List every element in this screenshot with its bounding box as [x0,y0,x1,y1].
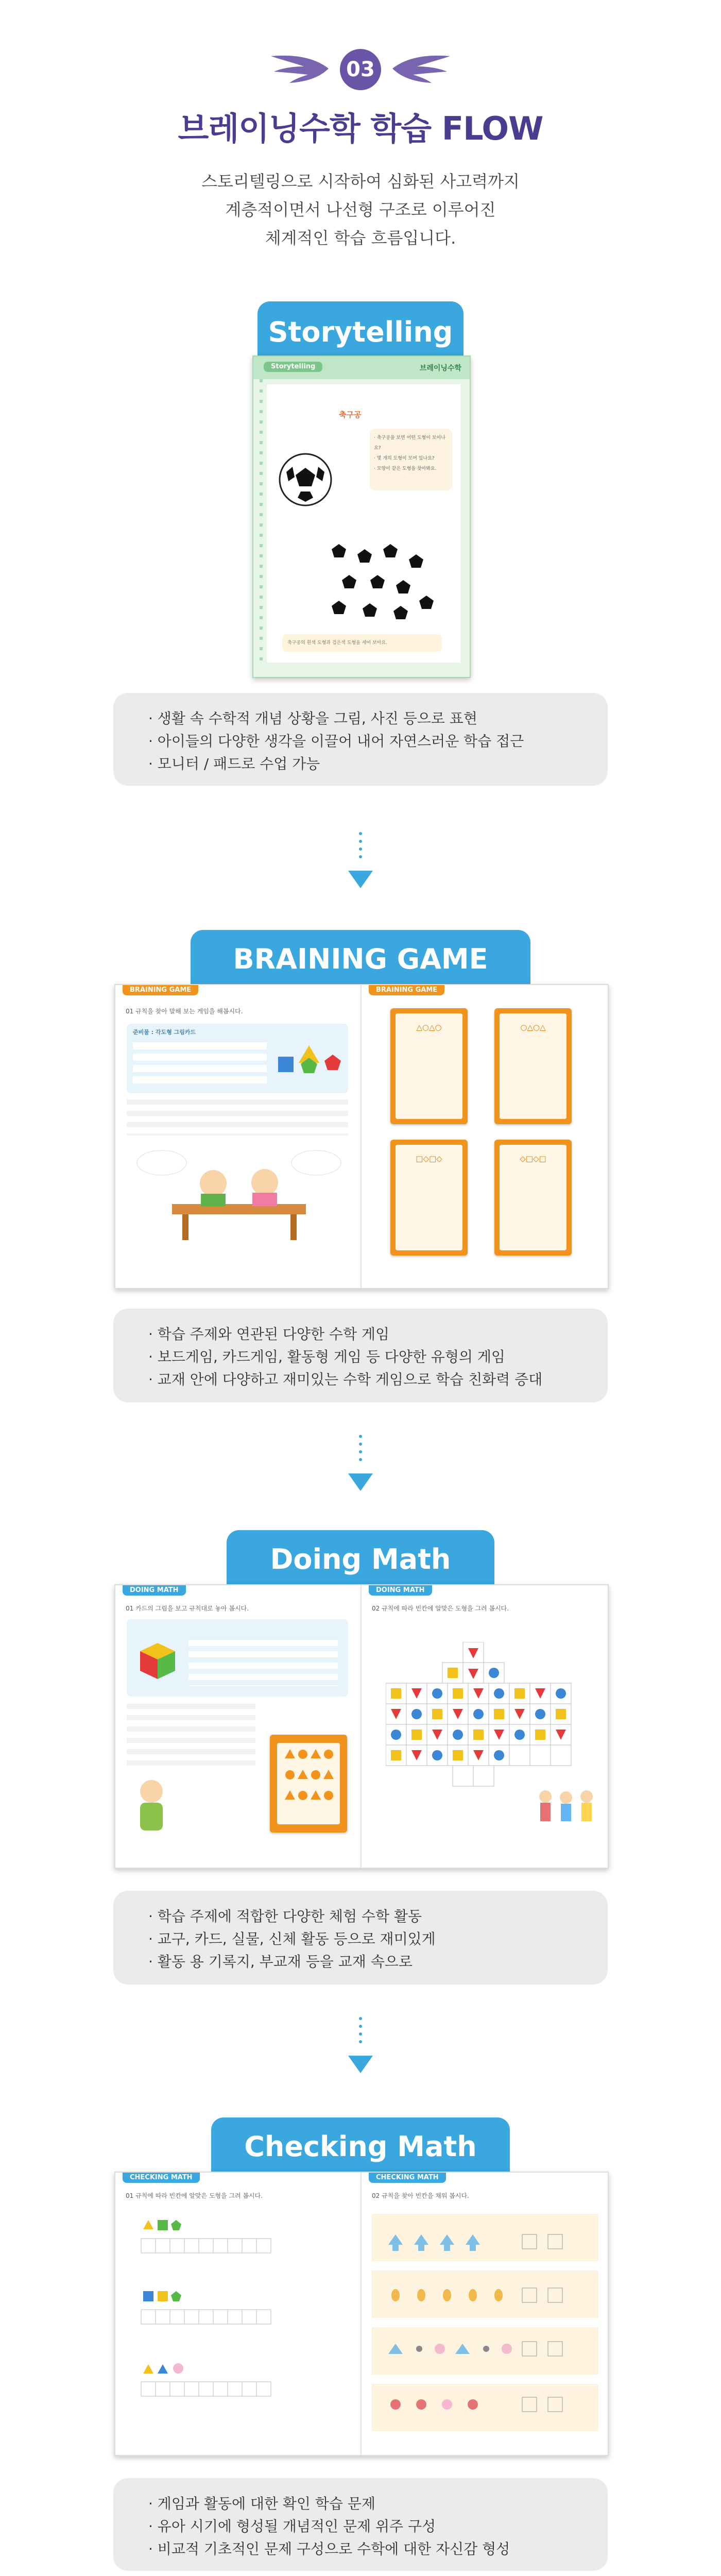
connector-dot [359,840,362,843]
connector-dot [359,1450,362,1453]
preview-question: 01 카드의 그림을 보고 규칙대로 놓아 봅시다. [126,1605,249,1612]
pentagon-pattern-icon [323,539,437,626]
connector-dot [359,1458,362,1461]
connector-dot [359,2040,362,2043]
bullet: · 교재 안에 다양하고 재미있는 수학 게임으로 학습 친화력 증대 [148,1371,543,1388]
description-storytelling [113,693,608,786]
game-card [494,1008,572,1124]
tab-checking-math: Checking Math [211,2117,510,2175]
bullet: · 학습 주제와 연관된 다양한 수학 게임 [148,1326,390,1343]
card-label: △○△○ [396,1013,462,1119]
tab-braining-game: BRAINING GAME [191,930,530,988]
bullet: · 모니터 / 패드로 수업 가능 [148,755,320,772]
preview-footer-note: 축구공의 흰색 도형과 검은색 도형을 세어 보아요. [282,634,442,652]
preview-question: 02 규칙에 따라 빈칸에 알맞은 도형을 그려 봅시다. [372,1605,509,1612]
connector-dot [359,2032,362,2036]
intro-line: 스토리텔링으로 시작하여 심화된 사고력까지 [201,172,520,191]
preview-line: · 몇 개의 도형이 모여 있나요? [374,456,435,461]
checking-math-preview [114,2172,609,2456]
preview-tag: CHECKING MATH [369,2173,446,2183]
bullet: · 아이들의 다양한 생각을 이끌어 내어 자연스러운 학습 접근 [148,733,524,750]
bullet: · 보드게임, 카드게임, 활동형 게임 등 다양한 유형의 게임 [148,1348,505,1365]
preview-question: 01 규칙을 찾아 말해 보는 게임을 해봅시다. [126,1008,243,1015]
preview-tag: BRAINING GAME [369,985,444,995]
text-lines [127,1099,348,1136]
preview-line: · 모양이 같은 도형을 찾아봐요. [374,466,437,471]
rule-box [127,1619,348,1697]
text-lines [127,1704,255,1766]
activity-card [270,1735,347,1833]
rule-title: 준비물 : 각도형 그림카드 [133,1029,196,1036]
card-label: ○△○△ [500,1013,566,1119]
page-divider [360,2173,362,2455]
connector-dot [359,1443,362,1446]
tab-doing-math: Doing Math [227,1530,494,1588]
down-arrow-icon [348,2056,373,2073]
preview-heading: 축구공 [339,410,362,419]
bullet: · 비교적 기초적인 문제 구성으로 수학에 대한 자신감 형성 [148,2540,510,2557]
connector-dot [359,2017,362,2020]
intro-line: 계층적이면서 나선형 구조로 이루어진 [225,200,496,219]
connector-dot [359,855,362,858]
down-arrow-icon [348,1473,373,1491]
preview-question: 01 규칙에 따라 빈칸에 알맞은 도형을 그려 봅시다. [126,2192,263,2199]
rule-box [127,1024,348,1093]
pattern-rows-icon [131,2214,347,2430]
game-card [390,1140,468,1256]
shape-sequence-icon [277,1743,340,1824]
card-label: □◇□◇ [396,1145,462,1250]
bullet: · 학습 주제에 적합한 다양한 체험 수학 활동 [148,1908,422,1925]
preview-tag: CHECKING MATH [123,2173,200,2183]
tab-storytelling: Storytelling [258,301,464,362]
game-card [390,1008,468,1124]
intro-line: 체계적인 학습 흐름입니다. [265,228,456,248]
page-divider [360,1585,362,1868]
description-doing-math [113,1891,608,1985]
preview-question: 02 규칙을 찾아 빈칸을 채워 봅시다. [372,2192,469,2199]
braining-game-preview [114,984,609,1289]
description-checking-math [113,2478,608,2571]
pattern-answers-icon [378,2214,594,2430]
intro-text [0,167,721,252]
preview-line: · 축구공을 보면 어떤 도형이 보이나요? [374,435,445,451]
rule-lines [188,1640,338,1686]
connector-dot [359,832,362,835]
doing-math-preview [114,1584,609,1869]
card-label: ◇□◇□ [500,1145,566,1250]
step-badge: 03 [340,49,381,90]
preview-brand: 브레이닝수학 [419,364,461,372]
preview-page [267,384,460,663]
rule-lines [133,1042,267,1088]
preview-speech-box [370,429,452,490]
connector-dot [359,2025,362,2028]
kids-icon [535,1786,597,1833]
bullet: · 교구, 카드, 실물, 신체 활동 등으로 재미있게 [148,1930,436,1947]
binding-strip [260,379,263,668]
preview-tag: DOING MATH [123,1585,186,1596]
down-arrow-icon [348,871,373,888]
description-braining-game [113,1309,608,1402]
bullet: · 게임과 활동에 대한 확인 학습 문제 [148,2495,375,2512]
bullet: · 활동 용 기록지, 부교재 등을 교재 속으로 [148,1953,413,1970]
soccer-ball-icon [277,451,334,508]
storytelling-preview [252,355,471,678]
kids-table-icon [136,1142,342,1245]
game-card [494,1140,572,1256]
bullet: · 생활 속 수학적 개념 상황을 그림, 사진 등으로 표현 [148,710,477,727]
bullet: · 유아 시기에 형성될 개념적인 문제 위주 구성 [148,2518,436,2535]
page-divider [360,985,362,1288]
left-wing-icon [268,53,330,84]
cube-icon [137,1640,178,1681]
page-title: 브레이닝수학 학습 FLOW [178,110,543,147]
right-wing-icon [391,53,453,84]
shapes-icon [276,1042,343,1078]
grandpa-icon [131,1776,172,1838]
preview-tag: Storytelling [264,362,322,372]
connector-dot [359,848,362,851]
preview-tag: BRAINING GAME [123,985,198,995]
connector-dot [359,1435,362,1438]
preview-tag: DOING MATH [369,1585,432,1596]
